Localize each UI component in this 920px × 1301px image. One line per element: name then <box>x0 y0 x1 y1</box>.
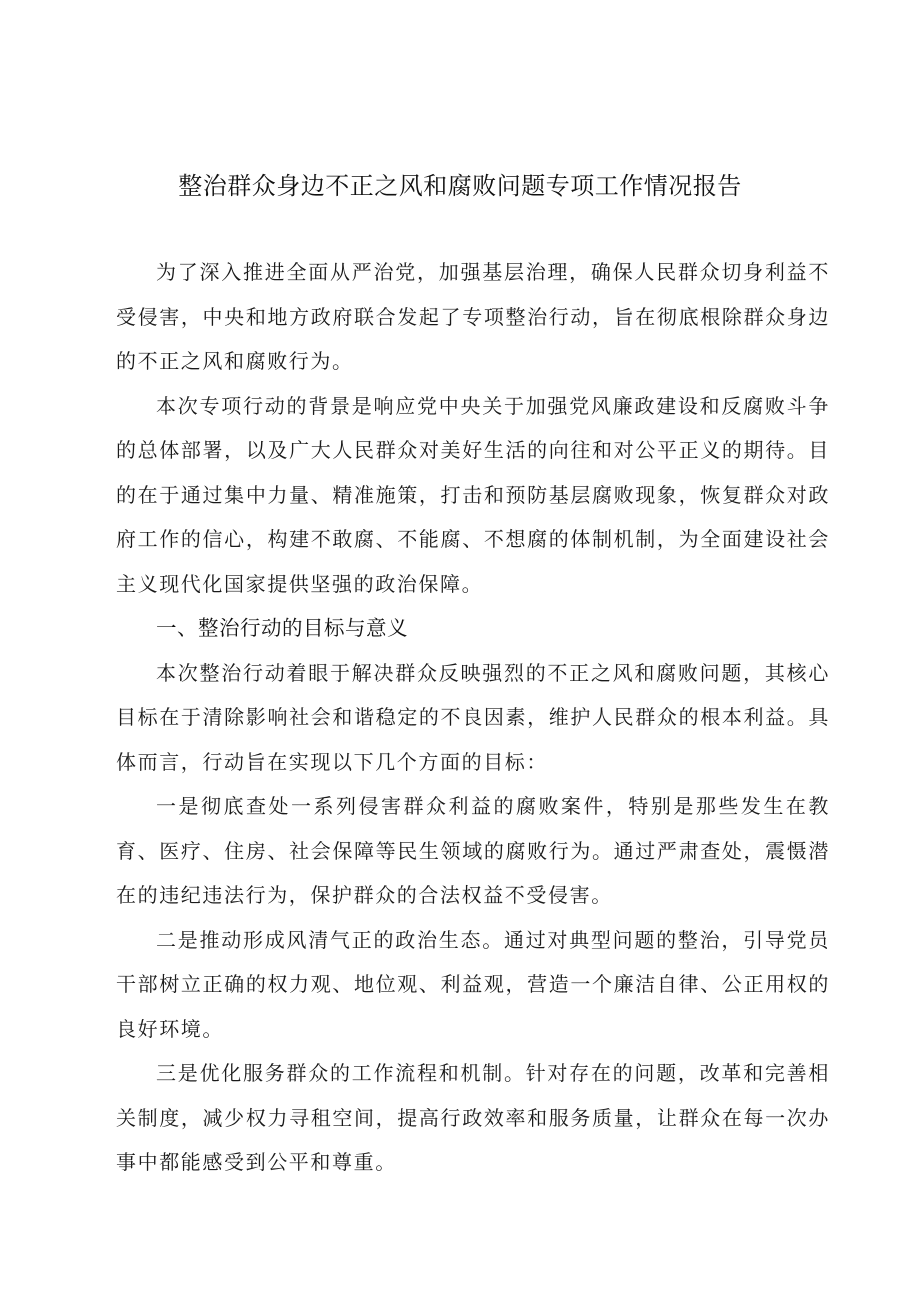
section-heading-goals: 一、整治行动的目标与意义 <box>156 616 408 640</box>
section-paragraph-2: 一是彻底查处一系列侵害群众利益的腐败案件，特别是那些发生在教育、医疗、住房、社会保障等民生领域的腐败行为。通过严肃查处，震慑潜在的违纪违法行为，保护群众的合法权益不受侵害。 <box>116 794 830 907</box>
intro-paragraph-2: 本次专项行动的背景是响应党中央关于加强党风廉政建设和反腐败斗争的总体部署，以及广大人民群众对美好生活的向往和对公平正义的期待。目的在于通过集中力量、精准施策，打击和预防基层腐败现象，恢复群众对政府工作的信心，构建不敢腐、不能腐、不想腐的体制机制，为全面建设社会主义现代化国家提供坚强的政治保障。 <box>116 393 830 596</box>
document-body <box>116 250 830 1185</box>
intro-paragraph-1: 为了深入推进全面从严治党，加强基层治理，确保人民群众切身利益不受侵害，中央和地方政府联合发起了专项整治行动，旨在彻底根除群众身边的不正之风和腐败行为。 <box>116 260 830 373</box>
section-paragraph-3: 二是推动形成风清气正的政治生态。通过对典型问题的整治，引导党员干部树立正确的权力观、地位观、利益观，营造一个廉洁自律、公正用权的良好环境。 <box>116 927 830 1041</box>
section-paragraph-1: 本次整治行动着眼于解决群众反映强烈的不正之风和腐败问题，其核心目标在于清除影响社会和谐稳定的不良因素，维护人民群众的根本利益。具体而言，行动旨在实现以下几个方面的目标： <box>116 660 830 774</box>
document-title: 整治群众身边不正之风和腐败问题专项工作情况报告 <box>178 172 742 200</box>
section-paragraph-4: 三是优化服务群众的工作流程和机制。针对存在的问题，改革和完善相关制度，减少权力寻租空间，提高行政效率和服务质量，让群众在每一次办事中都能感受到公平和尊重。 <box>116 1061 830 1174</box>
